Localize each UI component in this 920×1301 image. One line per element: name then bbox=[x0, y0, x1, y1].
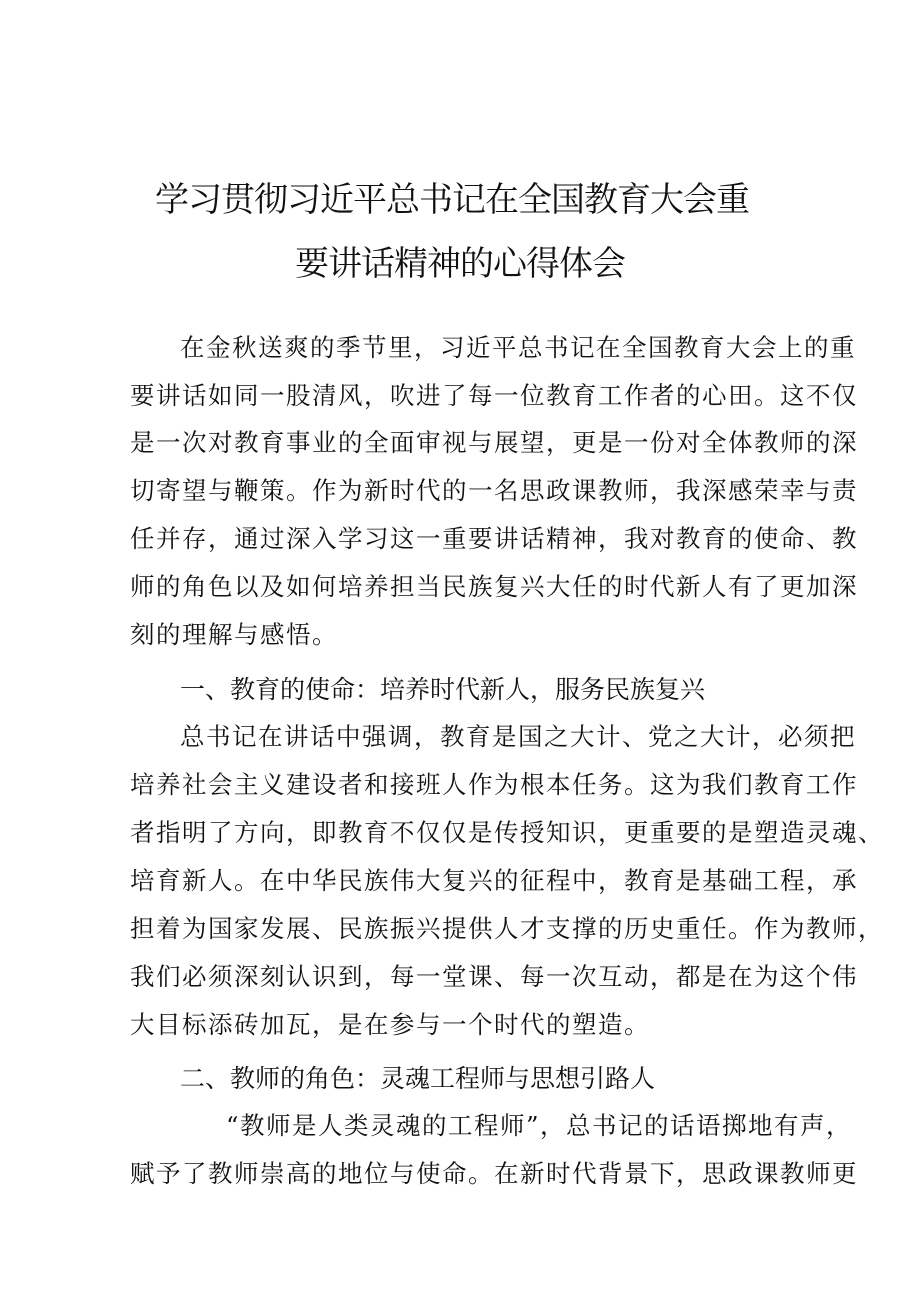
section-heading-2: 二、教师的角色：灵魂工程师与思想引路人 bbox=[180, 1064, 656, 1093]
paragraph-2-line: 我们必须深刻认识到，每一堂课、每一次互动，都是在为这个伟 bbox=[130, 962, 858, 991]
paragraph-2-line: 培育新人。在中华民族伟大复兴的征程中，教育是基础工程，承 bbox=[130, 866, 858, 895]
paragraph-2-line: 者指明了方向，即教育不仅仅是传授知识，更重要的是塑造灵魂、 bbox=[130, 818, 884, 847]
paragraph-1-line: 是一次对教育事业的全面审视与展望，更是一份对全体教师的深 bbox=[130, 428, 858, 457]
paragraph-3-line: “教师是人类灵魂的工程师”，总书记的话语掷地有声， bbox=[226, 1111, 853, 1140]
paragraph-1-line: 师的角色以及如何培养担当民族复兴大任的时代新人有了更加深 bbox=[130, 572, 858, 601]
document-title-line-2: 要讲话精神的心得体会 bbox=[295, 244, 625, 284]
paragraph-1-line: 要讲话如同一股清风，吹进了每一位教育工作者的心田。这不仅 bbox=[130, 381, 858, 410]
paragraph-2-line: 总书记在讲话中强调，教育是国之大计、党之大计，必须把 bbox=[180, 722, 856, 751]
section-heading-1: 一、教育的使命：培养时代新人，服务民族复兴 bbox=[180, 675, 706, 704]
paragraph-1-line: 切寄望与鞭策。作为新时代的一名思政课教师，我深感荣幸与责 bbox=[130, 476, 858, 505]
paragraph-3-line: 赋予了教师崇高的地位与使命。在新时代背景下，思政课教师更 bbox=[130, 1159, 858, 1188]
paragraph-1-line: 任并存，通过深入学习这一重要讲话精神，我对教育的使命、教 bbox=[130, 524, 858, 553]
paragraph-2-line: 培养社会主义建设者和接班人作为根本任务。这为我们教育工作 bbox=[130, 770, 858, 799]
document-title-line-1: 学习贯彻习近平总书记在全国教育大会重 bbox=[155, 180, 749, 220]
paragraph-1-line: 刻的理解与感悟。 bbox=[130, 620, 338, 649]
paragraph-1-line: 在金秋送爽的季节里，习近平总书记在全国教育大会上的重 bbox=[180, 333, 856, 362]
paragraph-2-line: 担着为国家发展、民族振兴提供人才支撑的历史重任。作为教师， bbox=[130, 914, 884, 943]
paragraph-2-line: 大目标添砖加瓦，是在参与一个时代的塑造。 bbox=[130, 1010, 650, 1039]
